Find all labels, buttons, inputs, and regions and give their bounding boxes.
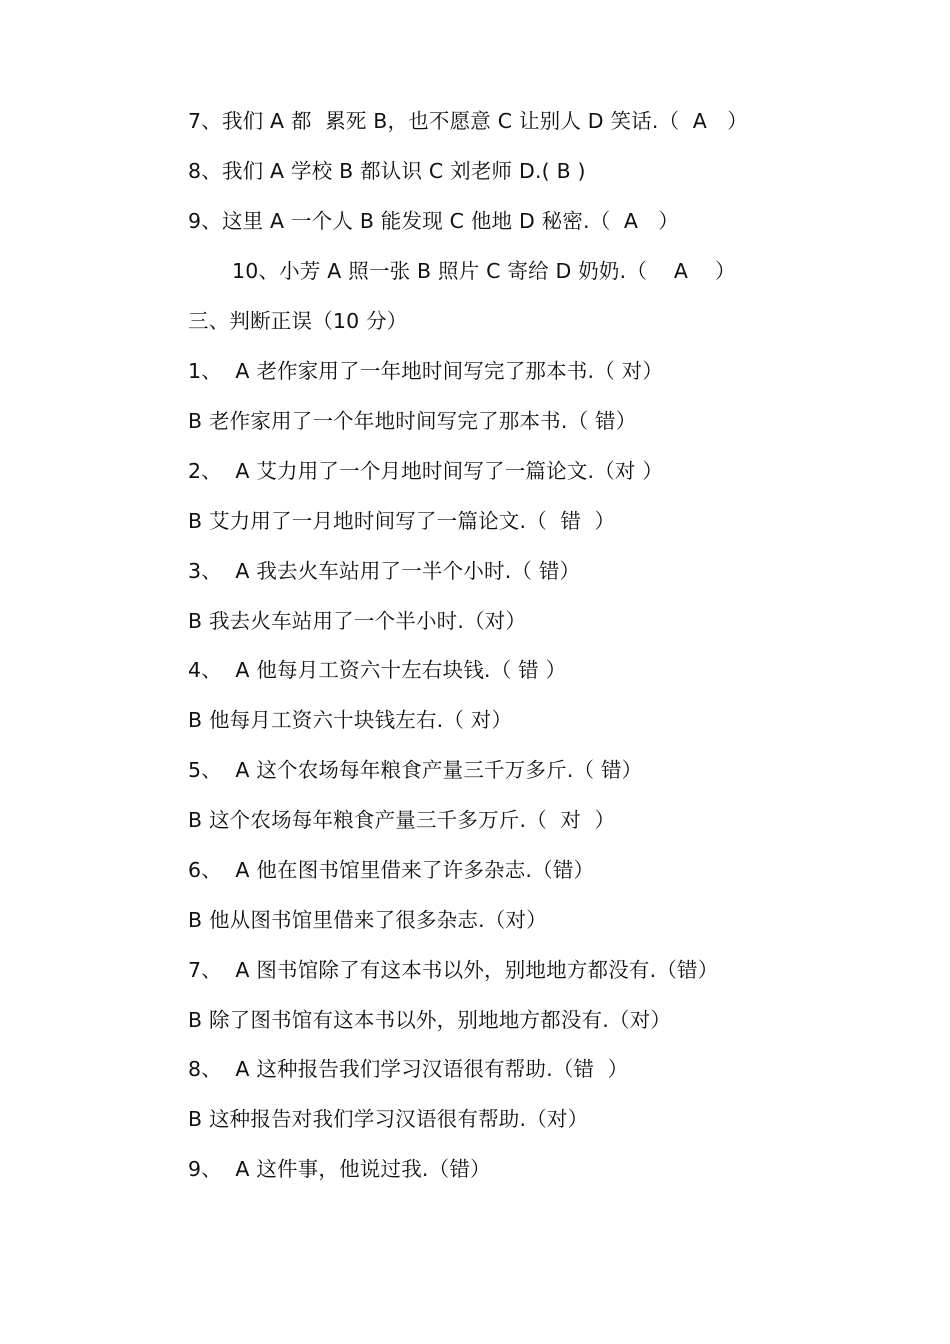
item-6-a: 6、 A 他在图书馆里借来了许多杂志.（错） bbox=[188, 858, 595, 882]
item-7-a: 7、 A 图书馆除了有这本书以外，别地地方都没有.（错） bbox=[188, 958, 719, 982]
question-7: 7、我们 A 都 累死 B，也不愿意 C 让别人 D 笑话.（ A ） bbox=[188, 109, 748, 133]
question-10: 10、小芳 A 照一张 B 照片 C 寄给 D 奶奶.（ A ） bbox=[232, 259, 736, 283]
item-8-a: 8、 A 这种报告我们学习汉语很有帮助.（错 ） bbox=[188, 1057, 629, 1081]
item-2-a: 2、 A 艾力用了一个月地时间写了一篇论文.（对 ） bbox=[188, 459, 664, 483]
question-9: 9、这里 A 一个人 B 能发现 C 他地 D 秘密.（ A ） bbox=[188, 209, 679, 233]
item-4-a: 4、 A 他每月工资六十左右块钱.（ 错 ） bbox=[188, 658, 567, 682]
item-7-b: B 除了图书馆有这本书以外，别地地方都没有.（对） bbox=[188, 1008, 672, 1032]
section-heading: 三、判断正误（10 分） bbox=[188, 309, 408, 333]
question-8: 8、我们 A 学校 B 都认识 C 刘老师 D.( B ) bbox=[188, 159, 586, 183]
item-5-a: 5、 A 这个农场每年粮食产量三千万多斤.（ 错） bbox=[188, 758, 643, 782]
item-9-a: 9、 A 这件事，他说过我.（错） bbox=[188, 1157, 491, 1181]
item-8-b: B 这种报告对我们学习汉语很有帮助.（对） bbox=[188, 1107, 589, 1131]
item-6-b: B 他从图书馆里借来了很多杂志.（对） bbox=[188, 908, 547, 932]
item-2-b: B 艾力用了一月地时间写了一篇论文.（ 错 ） bbox=[188, 509, 616, 533]
item-1-a: 1、 A 老作家用了一年地时间写完了那本书.（ 对） bbox=[188, 359, 664, 383]
item-1-b: B 老作家用了一个年地时间写完了那本书.（ 错） bbox=[188, 409, 637, 433]
item-3-a: 3、 A 我去火车站用了一半个小时.（ 错） bbox=[188, 559, 581, 583]
item-4-b: B 他每月工资六十块钱左右.（ 对） bbox=[188, 708, 513, 732]
item-3-b: B 我去火车站用了一个半小时.（对） bbox=[188, 609, 527, 633]
item-5-b: B 这个农场每年粮食产量三千多万斤.（ 对 ） bbox=[188, 808, 616, 832]
